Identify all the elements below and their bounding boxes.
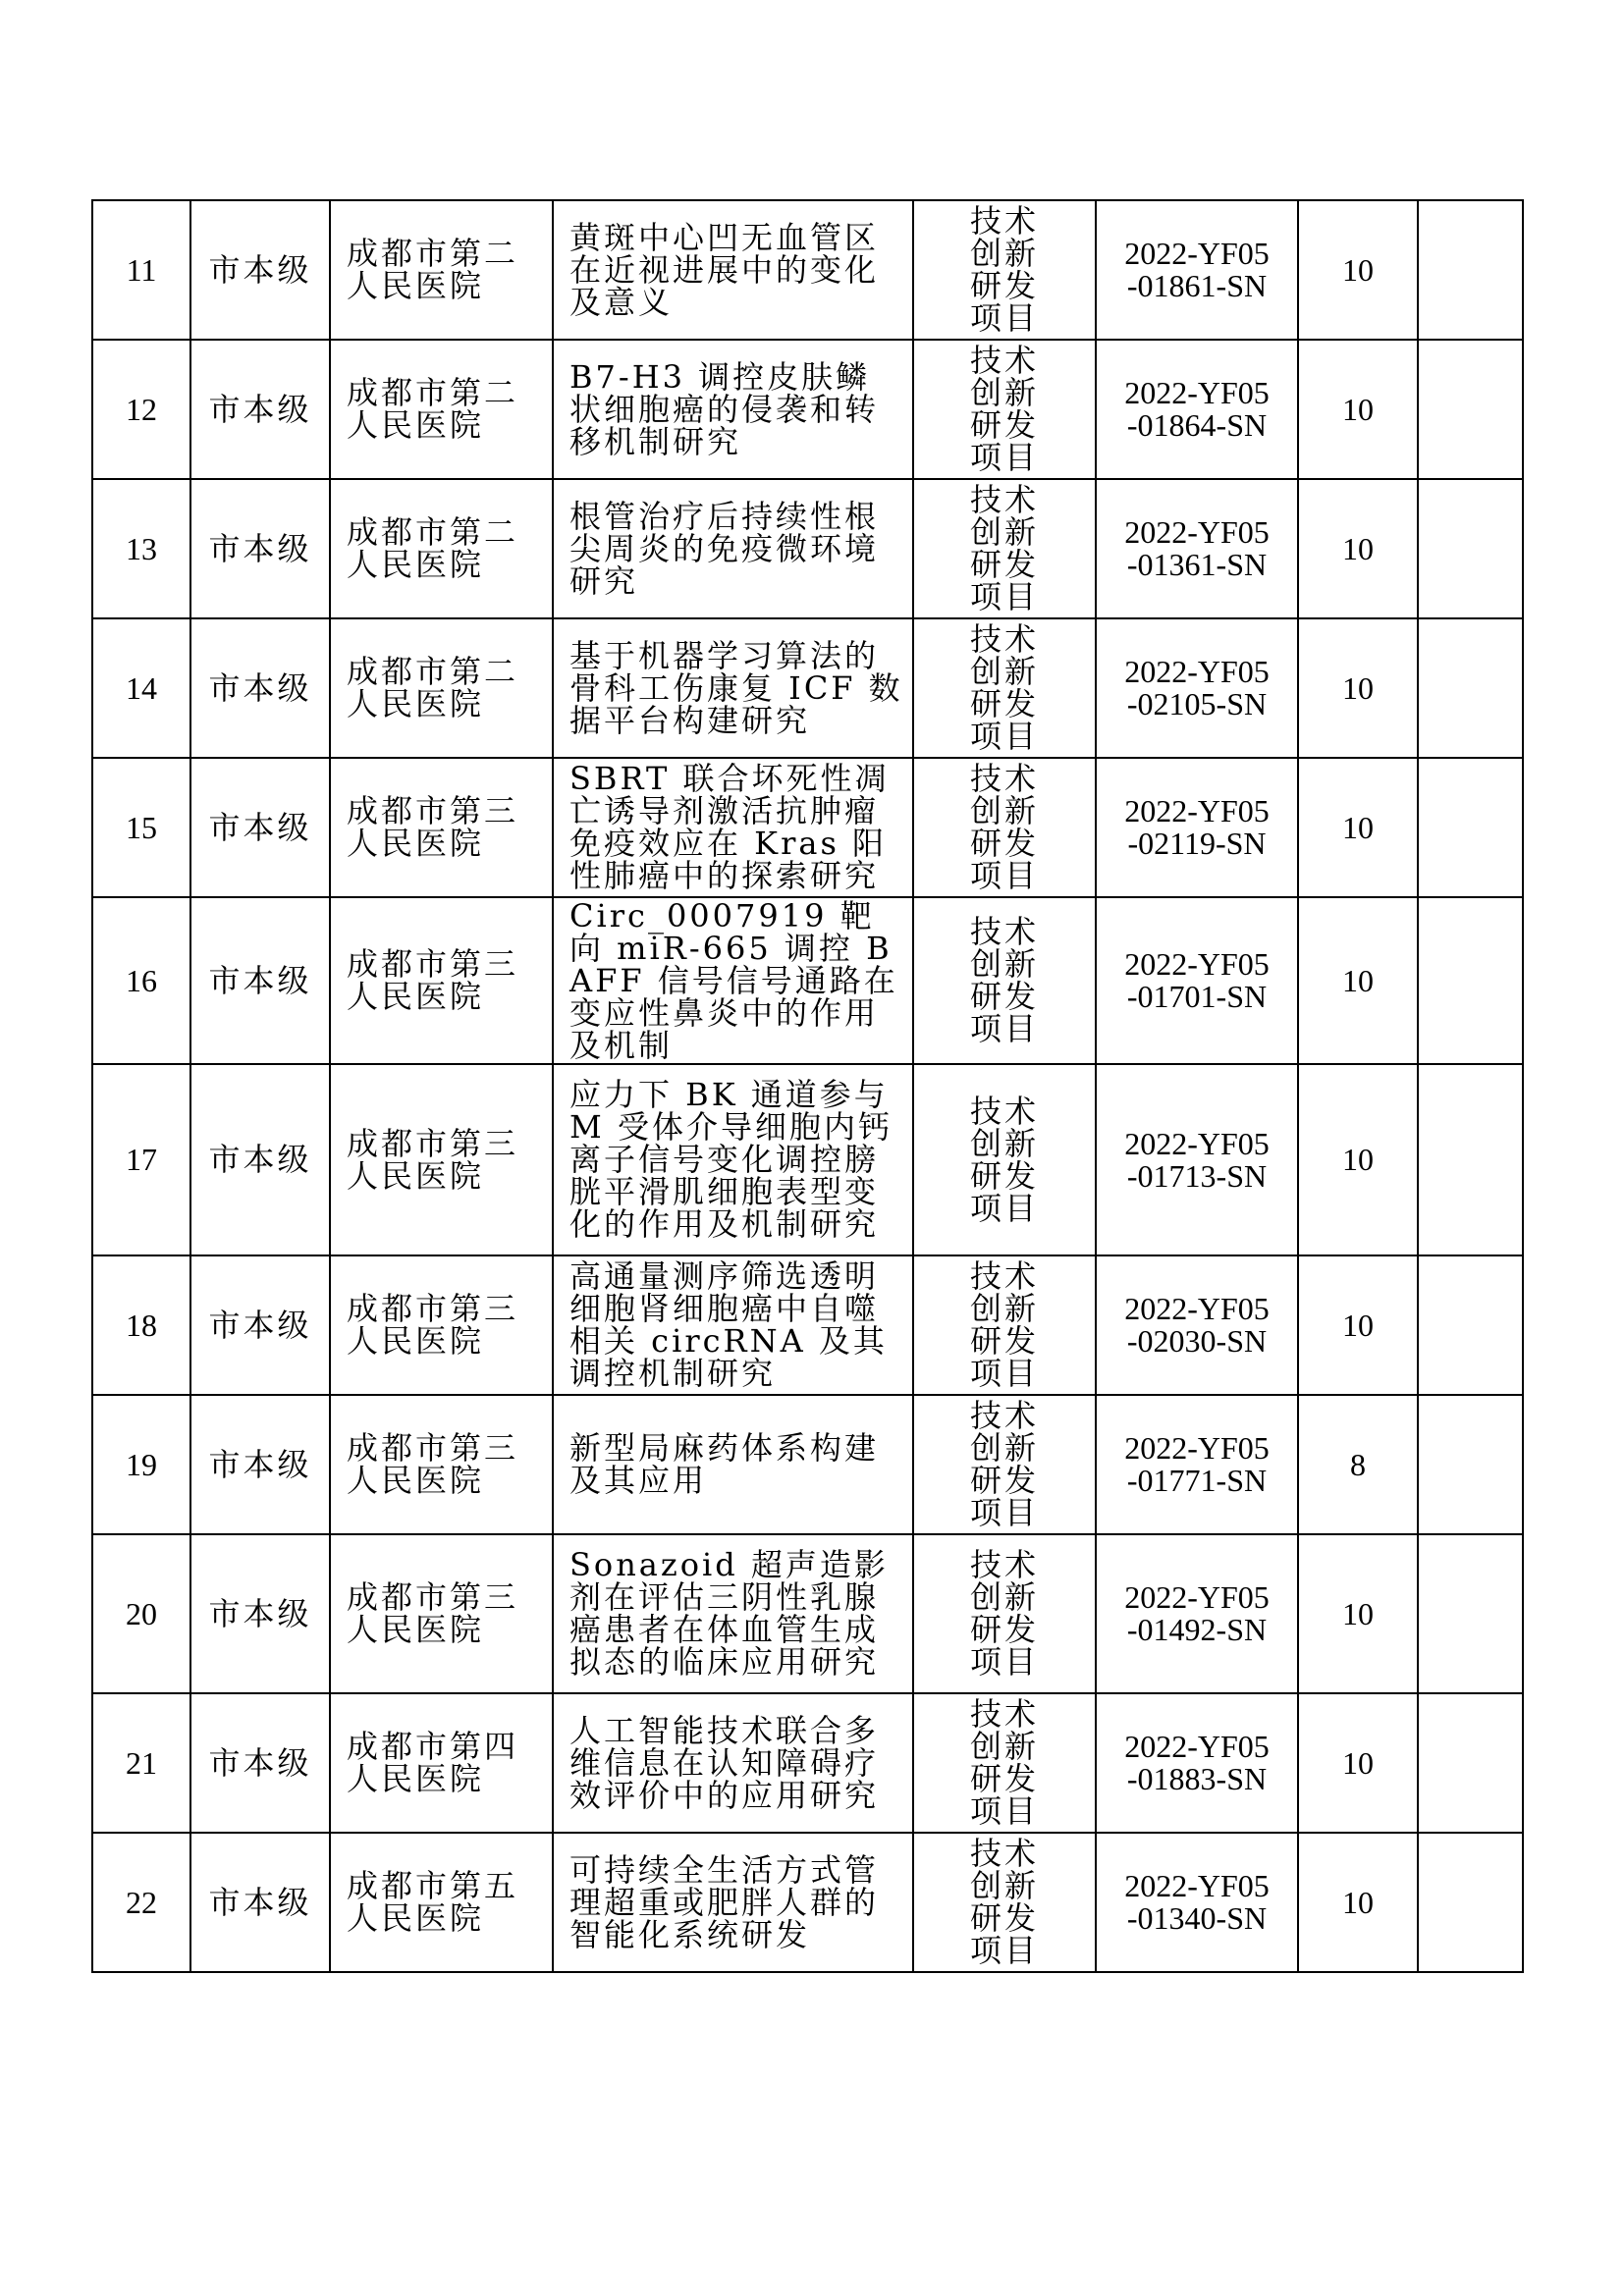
row-organization <box>330 1064 553 1255</box>
row-level <box>190 1255 330 1395</box>
row-number <box>92 1833 190 1972</box>
row-project-type <box>913 1534 1096 1693</box>
row-number-text: 15 <box>126 809 157 845</box>
project-code-line: 2022-YF05 <box>1124 946 1270 982</box>
row-project-code <box>1096 1693 1298 1833</box>
project-code-line: 2022-YF05 <box>1124 236 1270 271</box>
row-project-title <box>553 479 913 618</box>
row-project-title <box>553 200 913 340</box>
row-project-code <box>1096 340 1298 479</box>
project-code-line: -01340-SN <box>1126 1900 1268 1936</box>
row-note <box>1418 1064 1523 1255</box>
project-code-line: -01492-SN <box>1126 1612 1268 1647</box>
row-project-type <box>913 897 1096 1064</box>
table-row <box>92 479 1523 618</box>
row-project-type <box>913 1395 1096 1534</box>
row-amount <box>1298 897 1418 1064</box>
row-project-type-text: 技术创新研发项目 <box>969 1835 1039 1969</box>
row-level-text: 市本级 <box>208 1445 312 1483</box>
row-level <box>190 897 330 1064</box>
row-project-title-text: Sonazoid 超声造影剂在评估三阴性乳腺癌患者在体血管生成拟态的临床应用研究 <box>569 1546 889 1681</box>
row-note <box>1418 758 1523 897</box>
row-project-type <box>913 618 1096 758</box>
project-code-line: -01713-SN <box>1126 1157 1268 1194</box>
row-project-type <box>913 200 1096 340</box>
row-organization <box>330 897 553 1064</box>
row-project-type-text: 技术创新研发项目 <box>969 481 1039 615</box>
table-row <box>92 1833 1523 1972</box>
table-row <box>92 1534 1523 1693</box>
project-code-line: 2022-YF05 <box>1124 1729 1270 1764</box>
row-number-text: 19 <box>126 1446 157 1482</box>
row-note <box>1418 897 1523 1064</box>
row-number-text: 21 <box>126 1744 157 1781</box>
project-code-line: 2022-YF05 <box>1124 1125 1270 1161</box>
row-amount-text: 10 <box>1342 391 1374 427</box>
row-note <box>1418 479 1523 618</box>
row-number-text: 18 <box>126 1307 157 1343</box>
row-level-text: 市本级 <box>208 1883 312 1921</box>
row-project-type-text: 技术创新研发项目 <box>969 1397 1039 1531</box>
row-number <box>92 1693 190 1833</box>
row-organization <box>330 340 553 479</box>
project-table <box>91 199 1524 1973</box>
row-note <box>1418 200 1523 340</box>
row-project-title <box>553 758 913 897</box>
row-level <box>190 479 330 618</box>
project-code-line: 2022-YF05 <box>1124 654 1270 689</box>
row-number-text: 14 <box>126 669 157 706</box>
row-organization <box>330 200 553 340</box>
row-project-type <box>913 1693 1096 1833</box>
row-note <box>1418 618 1523 758</box>
table-row <box>92 1064 1523 1255</box>
row-number <box>92 479 190 618</box>
project-code-line: 2022-YF05 <box>1124 1430 1270 1466</box>
row-level <box>190 758 330 897</box>
row-project-type <box>913 1064 1096 1255</box>
row-amount <box>1298 1255 1418 1395</box>
row-level <box>190 1833 330 1972</box>
row-level-text: 市本级 <box>208 1141 312 1178</box>
project-code-line: -01861-SN <box>1126 268 1268 303</box>
project-code-line: -01701-SN <box>1126 979 1268 1014</box>
row-project-code <box>1096 1534 1298 1693</box>
table-row <box>92 1693 1523 1833</box>
row-number <box>92 1534 190 1693</box>
row-project-type-text: 技术创新研发项目 <box>969 1546 1039 1681</box>
row-project-code <box>1096 200 1298 340</box>
row-project-code <box>1096 758 1298 897</box>
row-level <box>190 1064 330 1255</box>
table-row <box>92 200 1523 340</box>
row-number <box>92 200 190 340</box>
row-project-title-text: Circ_0007919 靶向 miR-665 调控 BAFF 信号信号通路在变应性鼻炎中的作用及机制 <box>569 896 898 1064</box>
row-project-title-text: 高通量测序筛选透明细胞肾细胞癌中自噬相关 circRNA 及其调控机制研究 <box>569 1257 888 1392</box>
row-project-title <box>553 1395 913 1534</box>
row-organization-text: 成都市第五人民医院 <box>347 1867 519 1937</box>
row-project-title-text: SBRT 联合坏死性凋亡诱导剂激活抗肿瘤免疫效应在 Kras 阳性肺癌中的探索研究 <box>569 760 890 894</box>
row-project-type-text: 技术创新研发项目 <box>969 913 1039 1047</box>
row-amount <box>1298 1064 1418 1255</box>
row-project-type-text: 技术创新研发项目 <box>969 1257 1039 1392</box>
row-amount <box>1298 1395 1418 1534</box>
row-number-text: 22 <box>126 1884 157 1920</box>
row-organization <box>330 1534 553 1693</box>
row-number-text: 17 <box>126 1142 157 1177</box>
row-project-title <box>553 1064 913 1255</box>
row-project-type <box>913 1833 1096 1972</box>
row-number <box>92 1064 190 1255</box>
row-amount <box>1298 1534 1418 1693</box>
row-amount-text: 10 <box>1342 251 1374 288</box>
row-amount <box>1298 618 1418 758</box>
row-project-title-text: 新型局麻药体系构建及其应用 <box>569 1429 880 1499</box>
row-level-text: 市本级 <box>208 961 312 999</box>
row-amount <box>1298 200 1418 340</box>
row-level-text: 市本级 <box>208 1594 312 1632</box>
row-amount-text: 10 <box>1342 1884 1374 1920</box>
row-amount-text: 10 <box>1342 530 1374 566</box>
row-level-text: 市本级 <box>208 1743 312 1782</box>
row-organization-text: 成都市第三人民医院 <box>347 792 519 862</box>
project-code-line: -01883-SN <box>1126 1761 1268 1796</box>
row-organization-text: 成都市第三人民医院 <box>347 1124 519 1195</box>
row-level <box>190 200 330 340</box>
row-note <box>1418 1693 1523 1833</box>
row-amount-text: 10 <box>1342 1744 1374 1781</box>
row-note <box>1418 1395 1523 1534</box>
row-project-title <box>553 1534 913 1693</box>
row-level <box>190 340 330 479</box>
row-level-text: 市本级 <box>208 250 312 289</box>
project-code-line: 2022-YF05 <box>1124 1868 1270 1903</box>
row-number-text: 12 <box>126 391 157 427</box>
row-amount <box>1298 758 1418 897</box>
row-project-title <box>553 897 913 1064</box>
row-level <box>190 618 330 758</box>
row-amount-text: 10 <box>1342 1595 1374 1631</box>
row-note <box>1418 1534 1523 1693</box>
project-code-line: -02105-SN <box>1126 686 1268 721</box>
row-project-type-text: 技术创新研发项目 <box>969 202 1039 337</box>
row-amount <box>1298 340 1418 479</box>
row-organization <box>330 758 553 897</box>
table-row <box>92 1395 1523 1534</box>
row-level-text: 市本级 <box>208 390 312 428</box>
project-code-line: 2022-YF05 <box>1124 514 1270 550</box>
row-organization-text: 成都市第三人民医院 <box>347 1429 519 1499</box>
table-body <box>92 200 1523 1972</box>
row-note <box>1418 340 1523 479</box>
row-project-title <box>553 340 913 479</box>
row-project-code <box>1096 1833 1298 1972</box>
row-project-code <box>1096 1255 1298 1395</box>
row-number-text: 16 <box>126 962 157 998</box>
project-code-line: 2022-YF05 <box>1124 1291 1270 1326</box>
row-organization-text: 成都市第三人民医院 <box>347 1578 519 1648</box>
row-project-code <box>1096 479 1298 618</box>
row-number-text: 13 <box>126 530 157 566</box>
row-project-title <box>553 1833 913 1972</box>
row-organization <box>330 618 553 758</box>
row-project-type <box>913 1255 1096 1395</box>
row-number <box>92 1395 190 1534</box>
row-level <box>190 1693 330 1833</box>
row-amount <box>1298 479 1418 618</box>
row-project-code <box>1096 897 1298 1064</box>
row-level-text: 市本级 <box>208 1306 312 1344</box>
row-organization-text: 成都市第二人民医院 <box>347 513 519 583</box>
row-number-text: 11 <box>126 251 157 288</box>
row-level-text: 市本级 <box>208 808 312 846</box>
row-project-title-text: 人工智能技术联合多维信息在认知障碍疗效评价中的应用研究 <box>569 1711 880 1814</box>
project-code-line: -01864-SN <box>1126 407 1268 443</box>
row-number-text: 20 <box>126 1595 157 1631</box>
row-organization <box>330 1693 553 1833</box>
row-project-type <box>913 479 1096 618</box>
row-organization-text: 成都市第二人民医院 <box>347 374 519 444</box>
row-organization-text: 成都市第四人民医院 <box>347 1728 519 1797</box>
row-project-title-text: 应力下 BK 通道参与 M 受体介导细胞内钙离子信号变化调控膀胱平滑肌细胞表型变化的作用及机制研究 <box>569 1076 893 1243</box>
row-amount <box>1298 1833 1418 1972</box>
row-level-text: 市本级 <box>208 668 312 707</box>
project-code-line: -02119-SN <box>1127 826 1267 861</box>
project-code-line: 2022-YF05 <box>1124 1579 1270 1615</box>
project-code-line: -02030-SN <box>1126 1323 1268 1359</box>
row-level <box>190 1534 330 1693</box>
row-organization-text: 成都市第二人民医院 <box>347 235 519 304</box>
row-project-title-text: 根管治疗后持续性根尖周炎的免疫微环境研究 <box>569 497 880 600</box>
row-organization <box>330 1833 553 1972</box>
row-project-title <box>553 1693 913 1833</box>
row-number <box>92 1255 190 1395</box>
row-organization <box>330 1255 553 1395</box>
row-project-type-text: 技术创新研发项目 <box>969 760 1039 894</box>
project-code-line: 2022-YF05 <box>1124 793 1270 828</box>
table-row <box>92 758 1523 897</box>
table-row <box>92 897 1523 1064</box>
row-organization-text: 成都市第三人民医院 <box>347 945 519 1015</box>
row-project-title-text: B7-H3 调控皮肤鳞状细胞癌的侵袭和转移机制研究 <box>569 357 880 460</box>
table-row <box>92 1255 1523 1395</box>
row-organization-text: 成都市第二人民医院 <box>347 653 519 722</box>
row-level-text: 市本级 <box>208 529 312 567</box>
row-note <box>1418 1833 1523 1972</box>
row-amount-text: 10 <box>1342 962 1374 998</box>
row-project-type-text: 技术创新研发项目 <box>969 342 1039 476</box>
row-organization <box>330 1395 553 1534</box>
row-project-type <box>913 758 1096 897</box>
row-amount-text: 8 <box>1350 1446 1366 1482</box>
row-project-code <box>1096 618 1298 758</box>
row-amount-text: 10 <box>1342 1307 1374 1343</box>
table-row <box>92 618 1523 758</box>
row-note <box>1418 1255 1523 1395</box>
row-number <box>92 340 190 479</box>
row-project-type-text: 技术创新研发项目 <box>969 620 1039 755</box>
row-number <box>92 618 190 758</box>
row-project-title <box>553 618 913 758</box>
row-organization <box>330 479 553 618</box>
table-row <box>92 340 1523 479</box>
row-project-type-text: 技术创新研发项目 <box>969 1092 1039 1227</box>
row-project-code <box>1096 1064 1298 1255</box>
row-project-title <box>553 1255 913 1395</box>
project-code-line: -01771-SN <box>1126 1463 1268 1498</box>
project-code-line: 2022-YF05 <box>1124 375 1270 410</box>
row-number <box>92 897 190 1064</box>
row-project-type-text: 技术创新研发项目 <box>969 1695 1039 1830</box>
row-level <box>190 1395 330 1534</box>
row-project-title-text: 可持续全生活方式管理超重或肥胖人群的智能化系统研发 <box>569 1850 880 1953</box>
row-project-code <box>1096 1395 1298 1534</box>
row-amount-text: 10 <box>1342 669 1374 706</box>
row-organization-text: 成都市第三人民医院 <box>347 1290 519 1360</box>
project-code-line: -01361-SN <box>1126 547 1268 582</box>
row-project-title-text: 基于机器学习算法的骨科工伤康复 ICF 数据平台构建研究 <box>569 636 903 739</box>
row-amount-text: 10 <box>1342 1142 1374 1177</box>
row-project-title-text: 黄斑中心凹无血管区在近视进展中的变化及意义 <box>569 218 880 321</box>
row-number <box>92 758 190 897</box>
row-project-type <box>913 340 1096 479</box>
row-amount <box>1298 1693 1418 1833</box>
row-amount-text: 10 <box>1342 809 1374 845</box>
